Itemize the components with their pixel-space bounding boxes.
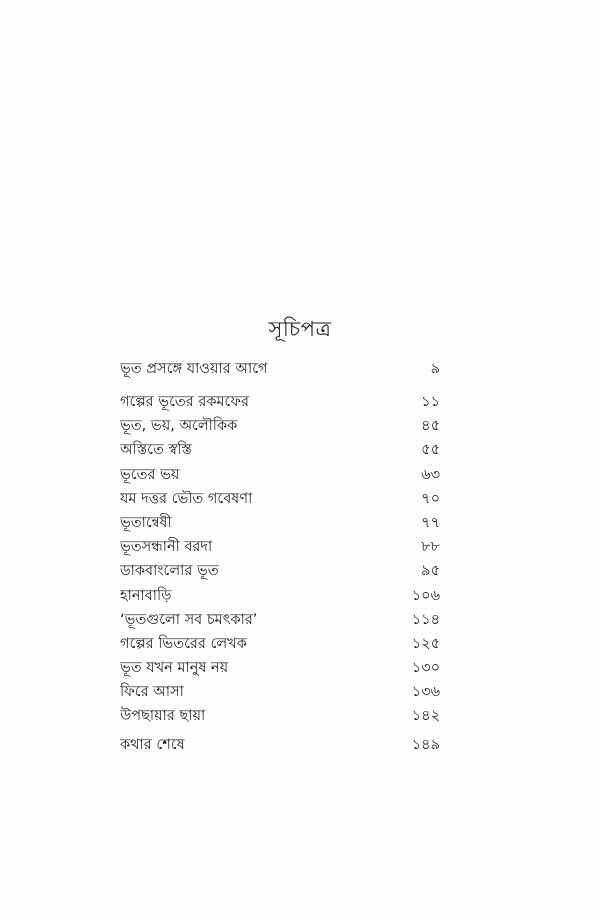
toc-entry-title: ভূত, ভয়, অলৌকিক [120, 418, 238, 435]
toc-entry-page: ১১ [421, 394, 440, 410]
toc-entry [120, 414, 440, 438]
toc-entry [120, 733, 440, 757]
toc-entry-page: ১৪২ [411, 708, 440, 725]
toc-outro [120, 733, 440, 757]
toc-entry-title: ভূত যখন মানুষ নয় [120, 660, 229, 677]
toc-entry [120, 357, 440, 381]
toc-entry [120, 487, 440, 511]
toc-entry-title: অস্তিতে স্বস্তি [120, 442, 192, 459]
toc-entry [120, 656, 440, 680]
toc-entry-title: গল্পের ভূতের রকমফের [120, 394, 249, 410]
toc-entry-page: ৯৫ [421, 563, 440, 580]
toc-entry-title: ভূত প্রসঙ্গে যাওয়ার আগে [120, 361, 268, 377]
toc-entry-page: ১১৪ [411, 611, 440, 628]
toc-intro [120, 357, 440, 381]
toc-entry-title: ভূতসন্ধানী বরদা [120, 539, 213, 556]
toc-entry-page: ১৩০ [411, 660, 440, 677]
toc-entry-page: ১২৫ [411, 635, 440, 652]
toc-entry [120, 584, 440, 608]
toc-entry [120, 535, 440, 559]
toc-entry-title: ভূতান্বেষী [120, 514, 172, 531]
toc-entry [120, 463, 440, 487]
toc-entry-title: ফিরে আসা [120, 684, 184, 701]
toc-entry-page: ৭৭ [421, 514, 440, 531]
toc-entry-page: ৮৮ [421, 539, 440, 556]
toc-entry-page: ৯ [430, 361, 440, 377]
contents-title: সূচিপত্র [268, 317, 332, 341]
toc-entry-page: ৪৫ [421, 418, 440, 435]
toc-entry [120, 438, 440, 462]
toc-entry-title: কথার শেষে [120, 737, 185, 753]
toc-entry-page: ৬৩ [421, 466, 440, 483]
toc-entry [120, 390, 440, 414]
toc-main-list [120, 390, 440, 729]
toc-entry [120, 680, 440, 704]
toc-entry-title: উপছায়ার ছায়া [120, 708, 206, 725]
toc-entry-page: ১৩৬ [411, 684, 440, 701]
toc-entry [120, 511, 440, 535]
toc-entry-title: ভূতের ভয় [120, 466, 180, 483]
toc-entry-title: গল্পের ভিতরের লেখক [120, 635, 247, 652]
toc-entry-page: ৫৫ [421, 442, 440, 459]
toc-entry-page: ১০৬ [411, 587, 440, 604]
toc-entry-title: যম দত্তর ভৌত গবেষণা [120, 490, 253, 507]
toc-entry-page: ১৪৯ [411, 737, 440, 753]
toc-entry [120, 632, 440, 656]
toc-entry-title: ‘ভূতগুলো সব চমৎকার’ [120, 611, 258, 628]
toc-entry-title: হানাবাড়ি [120, 587, 172, 604]
toc-entry-title: ডাকবাংলোর ভূত [120, 563, 219, 580]
toc-entry-page: ৭০ [421, 490, 440, 507]
toc-entry [120, 704, 440, 728]
toc-entry [120, 559, 440, 583]
toc-entry [120, 608, 440, 632]
